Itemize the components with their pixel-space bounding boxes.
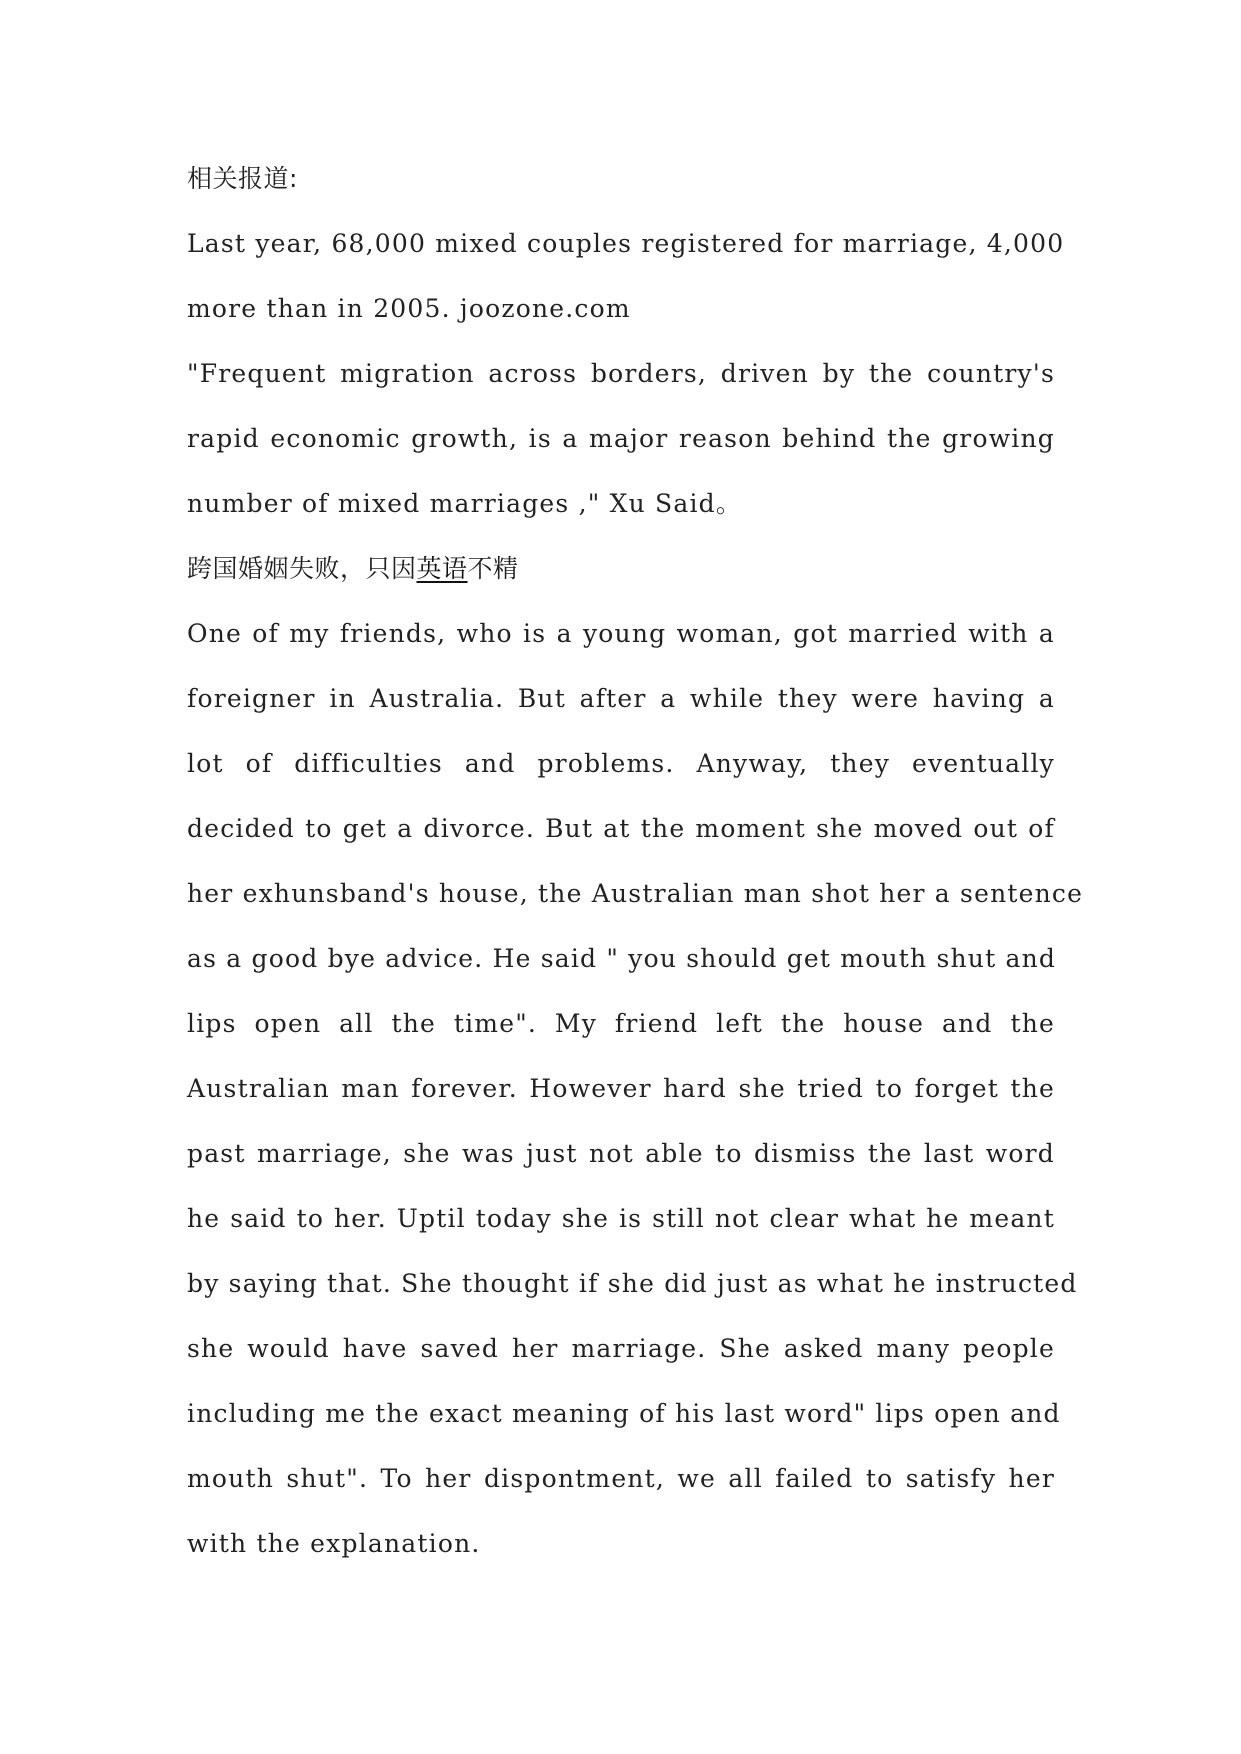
paragraph-line: more than in 2005. joozone.com [187, 294, 631, 323]
story-line: decided to get a divorce. But at the moment she moved out of [187, 814, 1055, 843]
story-line: lips open all the time". My friend left the house and the [187, 1009, 1055, 1038]
subheading-text: 不精 [467, 554, 519, 583]
story-line: Australian man forever. However hard she tried to forget the [187, 1074, 1055, 1103]
story-line: he said to her. Uptil today she is still not clear what he meant [187, 1204, 1055, 1233]
story-line: with the explanation. [187, 1529, 481, 1558]
story-line: by saying that. She thought if she did just as what he instructed [187, 1269, 1078, 1298]
paragraph-line: Last year, 68,000 mixed couples registered for marriage, 4,000 [187, 229, 1065, 258]
story-line: lot of difficulties and problems. Anyway, they eventually [187, 749, 1055, 778]
quote-line: "Frequent migration across borders, driven by the country's [187, 359, 1055, 388]
story-line: foreigner in Australia. But after a while they were having a [187, 684, 1055, 713]
story-line: mouth shut". To her dispontment, we all failed to satisfy her [187, 1464, 1055, 1493]
story-line: past marriage, she was just not able to dismiss the last word [187, 1139, 1055, 1168]
subheading-text: 跨国婚姻失败，只因 [187, 554, 417, 583]
english-link[interactable]: 英语 [416, 554, 468, 583]
section-subheading [187, 554, 1055, 619]
related-reports-heading: 相关报道: [187, 164, 298, 193]
story-line: One of my friends, who is a young woman, got married with a [187, 619, 1055, 648]
story-line: her exhunsband's house, the Australian man shot her a sentence [187, 879, 1084, 908]
document-page [187, 164, 1084, 1594]
story-line: she would have saved her marriage. She asked many people [187, 1334, 1055, 1363]
quote-line: number of mixed marriages ," Xu Said。 [187, 489, 743, 518]
story-line: as a good bye advice. He said " you should get mouth shut and [187, 944, 1057, 973]
story-line: including me the exact meaning of his last word" lips open and [187, 1399, 1061, 1428]
quote-line: rapid economic growth, is a major reason behind the growing [187, 424, 1055, 453]
